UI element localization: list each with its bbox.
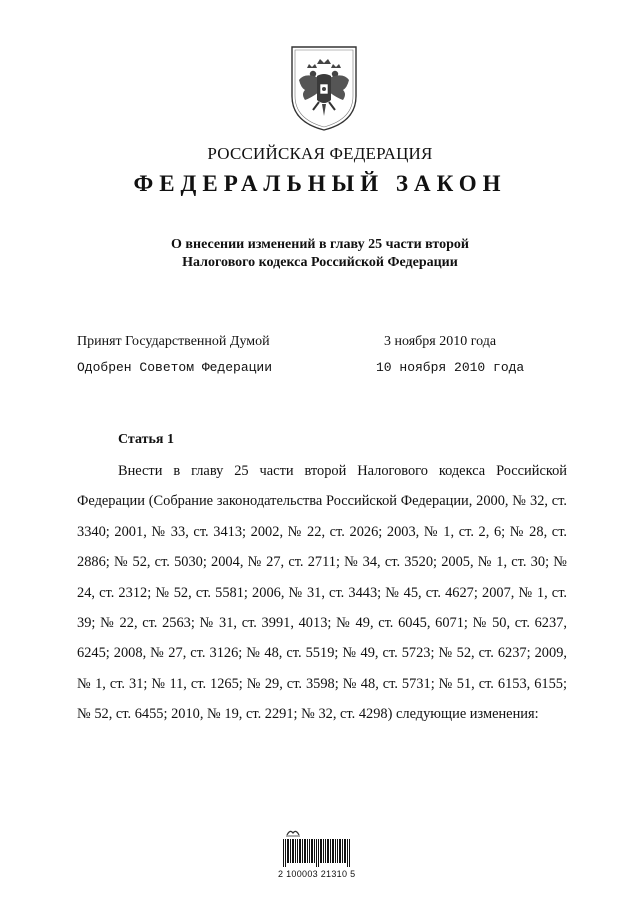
article-heading: Статья 1	[118, 432, 174, 447]
duma-adoption-date: 3 ноября 2010 года	[384, 334, 497, 349]
article-body: Внести в главу 25 части второй Налогового кодекса Российской Федерации (Собрание законодательства Российской Федерации, 2000, № 32, ст. 3340; 2001, № 33, ст. 3413; 2002, № 22, ст. 2026; 2003, № 1, ст. 2, 6; № 28, ст. 2886; № 52, ст. 5030; 2004, № 27, ст. 2711; № 34, ст. 3520; 2005, № 1, ст. 30; № 24, ст. 2312; № 52, ст. 5581; 2006, № 31, ст. 3443; № 45, ст. 4627; 2007, № 1, ст. 39; № 22, ст. 2563; № 31, ст. 3991, 4013; № 49, ст. 6045, 6071; № 50, ст. 6237, 6245; 2008, № 27, ст. 3126; № 48, ст. 5519; № 49, ст. 5723; № 52, ст. 6237; 2009, № 1, ст. 31; № 11, ст. 1265; № 29, ст. 3598; № 48, ст. 5731; № 51, ст. 6153, 6155; № 52, ст. 6455; 2010, № 19, ст. 2291; № 32, ст. 4298) следующие изменения:	[77, 463, 567, 723]
country-name: РОССИЙСКАЯ ФЕДЕРАЦИЯ	[207, 144, 433, 163]
council-approval-label: Одобрен Советом Федерации	[77, 360, 273, 375]
duma-adoption-label: Принят Государственной Думой	[77, 334, 270, 349]
council-approval-date: 10 ноября 2010 года	[376, 360, 525, 375]
law-subject-line-2: Налогового кодекса Российской Федерации	[182, 255, 458, 270]
barcode-number: 2 100003 21310 5	[278, 869, 356, 879]
law-subject	[0, 236, 640, 272]
document-type: ФЕДЕРАЛЬНЫЙ ЗАКОН	[133, 171, 507, 196]
russian-coat-of-arms-icon	[289, 44, 359, 132]
publisher-mark-icon	[285, 827, 301, 837]
barcode	[283, 839, 351, 867]
law-subject-line-1: О внесении изменений в главу 25 части второй	[171, 237, 469, 252]
